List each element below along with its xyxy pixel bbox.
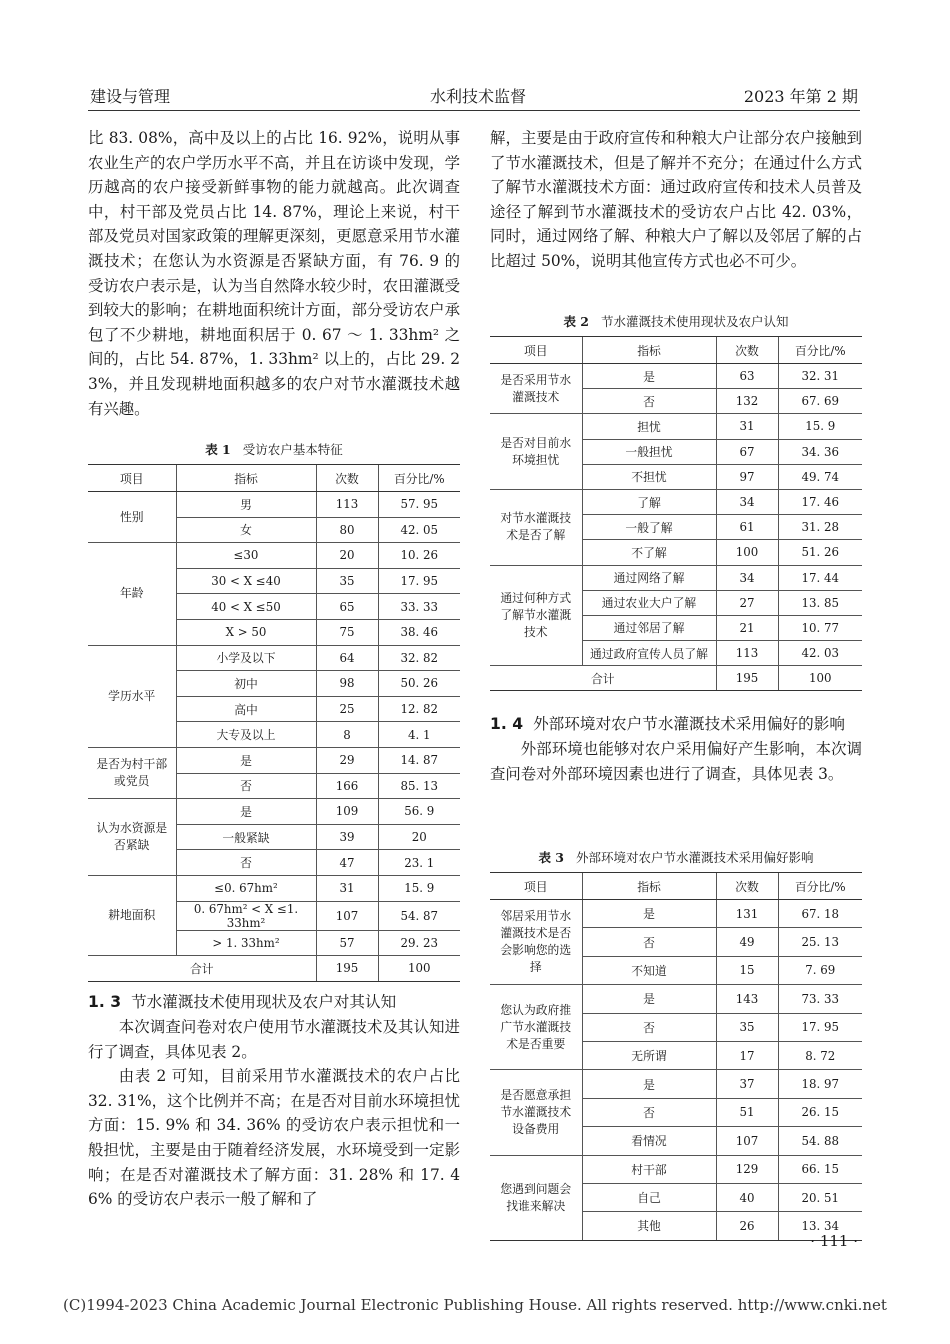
table1-pct-cell: 4. 1 (378, 722, 460, 748)
table3-pct-cell: 20. 51 (778, 1183, 862, 1211)
table2-indicator-cell: 通过农业大户了解 (582, 590, 716, 615)
table3-row (490, 1155, 862, 1183)
running-header-center: 水利技术监督 (430, 87, 527, 106)
table2-indicator-cell: 是 (582, 364, 716, 389)
table2-row (490, 364, 862, 389)
table1-pct-cell: 12. 82 (378, 696, 460, 722)
table2-count-cell: 97 (716, 464, 778, 489)
section-1-4-title: 外部环境对农户节水灌溉技术采用偏好的影响 (533, 715, 845, 733)
table1-pct-cell: 54. 87 (378, 901, 460, 930)
table1-row (88, 747, 460, 773)
left-paragraph-1: 比 83. 08%，高中及以上的占比 16. 92%，说明从事农业生产的农户学历水平不高，并且在访谈中发现，学历越高的农户接受新鲜事物的能力就越高。此次调查中，村干部及党员占比 14. 87%，理论上来说，村干部及党员对国家政策的理解更深刻，更愿意采用节水灌溉技术；在您认为水资源是否紧缺方面，有 76. 9 的受访农户表示是，认为当自然降水较少时，农田灌溉受到较大的影响；在耕地面积统计方面，部分受访农户承包了不少耕地，耕地面积居于 0. 67 ～ 1. 33hm² 之间的，占比 54. 87%，1. 33hm² 以上的，占比 29. 23%，并且发现耕地面积越多的农户对节水灌溉技术越有兴趣。 (88, 129, 460, 418)
table1-count-cell: 25 (316, 696, 378, 722)
table3-count-cell: 15 (716, 956, 778, 984)
table3-count-cell: 129 (716, 1155, 778, 1183)
copyright-footer: (C)1994-2023 China Academic Journal Electronic Publishing House. All rights reserved. http://www.cnki.net (63, 1296, 887, 1314)
table2-header-indicator: 指标 (582, 337, 716, 364)
table1-total-count: 195 (316, 956, 378, 982)
left-paragraph-3: 由表 2 可知，目前采用节水灌溉技术的农户占比 32. 31%，这个比例并不高；在是否对目前水环境担忧方面：15. 9% 和 34. 36% 的受访农户表示担忧和一般担忧，主要是由于随着经济发展，水环境受到一定影响；在是否对灌溉技术了解方面：31. 28% 和 17. 46% 的受访农户表示一般了解和了 (88, 1067, 460, 1209)
table1-header-indicator: 指标 (176, 465, 316, 492)
table2-indicator-cell: 担忧 (582, 414, 716, 439)
table1-count-cell: 75 (316, 619, 378, 645)
table3-pct-cell: 18. 97 (778, 1070, 862, 1098)
table1-pct-cell: 57. 95 (378, 492, 460, 518)
table1-indicator-cell: 高中 (176, 696, 316, 722)
table3-indicator-cell: 是 (582, 900, 716, 928)
table1-count-cell: 31 (316, 875, 378, 901)
section-1-3-title: 节水灌溉技术使用现状及农户对其认知 (131, 993, 397, 1011)
left-column (88, 126, 460, 421)
table1 (88, 464, 460, 982)
table3-indicator-cell: 不知道 (582, 956, 716, 984)
table2-count-cell: 61 (716, 515, 778, 540)
table1-group-label: 耕地面积 (88, 875, 176, 955)
table2-pct-cell: 15. 9 (778, 414, 862, 439)
table3-indicator-cell: 否 (582, 1013, 716, 1041)
table3-indicator-cell: 是 (582, 1070, 716, 1098)
left-column-lower (88, 990, 460, 1212)
table2-count-cell: 21 (716, 615, 778, 640)
table3-count-cell: 131 (716, 900, 778, 928)
table1-row (88, 875, 460, 901)
table3-header-indicator: 指标 (582, 873, 716, 900)
page-number: · 111 · (810, 1232, 858, 1250)
running-header-left: 建设与管理 (90, 87, 171, 106)
table1-row (88, 799, 460, 825)
table1-count-cell: 39 (316, 824, 378, 850)
table2-count-cell: 34 (716, 565, 778, 590)
table3-pct-cell: 66. 15 (778, 1155, 862, 1183)
table2-pct-cell: 31. 28 (778, 515, 862, 540)
right-column-lower (490, 712, 862, 786)
table3-indicator-cell: 其他 (582, 1212, 716, 1240)
table3-indicator-cell: 是 (582, 985, 716, 1013)
table1-label: 表 1 (205, 442, 231, 457)
table3-pct-cell: 54. 88 (778, 1127, 862, 1155)
table2-count-cell: 132 (716, 389, 778, 414)
table1-indicator-cell: 30 < X ≤40 (176, 568, 316, 594)
table2-indicator-cell: 通过网络了解 (582, 565, 716, 590)
table3-indicator-cell: 村干部 (582, 1155, 716, 1183)
table3-count-cell: 49 (716, 928, 778, 956)
table2-pct-cell: 32. 31 (778, 364, 862, 389)
table3-indicator-cell: 无所谓 (582, 1041, 716, 1069)
table2-header-row (490, 337, 862, 364)
table1-count-cell: 107 (316, 901, 378, 930)
table1-pct-cell: 23. 1 (378, 850, 460, 876)
table3-group-label: 邻居采用节水灌溉技术是否会影响您的选择 (490, 900, 582, 985)
table2-group-label: 是否对目前水环境担忧 (490, 414, 582, 490)
table2-count-cell: 63 (716, 364, 778, 389)
table1-pct-cell: 20 (378, 824, 460, 850)
right-column (490, 126, 862, 274)
table3-pct-cell: 17. 95 (778, 1013, 862, 1041)
table1-pct-cell: 38. 46 (378, 619, 460, 645)
table1-indicator-cell: 大专及以上 (176, 722, 316, 748)
table3-count-cell: 26 (716, 1212, 778, 1240)
table3-header-count: 次数 (716, 873, 778, 900)
table2-count-cell: 113 (716, 641, 778, 666)
table3-indicator-cell: 看情况 (582, 1127, 716, 1155)
table1-pct-cell: 33. 33 (378, 594, 460, 620)
table3-count-cell: 107 (716, 1127, 778, 1155)
table1-count-cell: 113 (316, 492, 378, 518)
table1-count-cell: 98 (316, 671, 378, 697)
table3-pct-cell: 8. 72 (778, 1041, 862, 1069)
table3-header-pct: 百分比/% (778, 873, 862, 900)
table3-count-cell: 37 (716, 1070, 778, 1098)
table2-pct-cell: 17. 46 (778, 489, 862, 514)
table3-header-row (490, 873, 862, 900)
running-header-right: 2023 年第 2 期 (743, 87, 858, 106)
table1-count-cell: 20 (316, 543, 378, 569)
table3-pct-cell: 26. 15 (778, 1098, 862, 1126)
table2-group-label: 对节水灌溉技术是否了解 (490, 489, 582, 565)
table2-indicator-cell: 否 (582, 389, 716, 414)
table1-group-label: 性别 (88, 492, 176, 543)
table1-pct-cell: 15. 9 (378, 875, 460, 901)
table1-indicator-cell: 初中 (176, 671, 316, 697)
table2-pct-cell: 67. 69 (778, 389, 862, 414)
table2-indicator-cell: 一般担忧 (582, 439, 716, 464)
table2-count-cell: 31 (716, 414, 778, 439)
table3-indicator-cell: 自己 (582, 1183, 716, 1211)
table2-header-count: 次数 (716, 337, 778, 364)
section-1-4-number: 1. 4 (490, 715, 524, 733)
right-paragraph-2: 外部环境也能够对农户采用偏好产生影响，本次调查问卷对外部环境因素也进行了调查，具体见表 3。 (490, 740, 862, 783)
table2-group-label: 通过何种方式了解节水灌溉技术 (490, 565, 582, 666)
table2-count-cell: 34 (716, 489, 778, 514)
table1-pct-cell: 85. 13 (378, 773, 460, 799)
table3-row (490, 985, 862, 1013)
table3-count-cell: 35 (716, 1013, 778, 1041)
section-1-4-heading (490, 712, 862, 737)
table3-pct-cell: 67. 18 (778, 900, 862, 928)
section-1-3-number: 1. 3 (88, 993, 122, 1011)
table3-group-label: 您遇到问题会找谁来解决 (490, 1155, 582, 1240)
table1-indicator-cell: > 1. 33hm² (176, 930, 316, 956)
table1-pct-cell: 32. 82 (378, 645, 460, 671)
table1-indicator-cell: 否 (176, 773, 316, 799)
table2-title: 节水灌溉技术使用现状及农户认知 (601, 314, 789, 329)
table3-group-label: 您认为政府推广节水灌溉技术是否重要 (490, 985, 582, 1070)
table1-title: 受访农户基本特征 (242, 442, 343, 457)
table1-count-cell: 64 (316, 645, 378, 671)
header-rule (88, 110, 860, 111)
right-paragraph-1: 解，主要是由于政府宣传和种粮大户让部分农户接触到了节水灌溉技术，但是了解并不充分；在通过什么方式了解节水灌溉技术方面：通过政府宣传和技术人员普及途径了解到节水灌溉技术的受访农户占比 42. 03%，同时，通过网络了解、种粮大户了解以及邻居了解的占比超过 50%，说明其他宣传方式也必不可少。 (490, 129, 862, 270)
table1-count-cell: 29 (316, 747, 378, 773)
table1-indicator-cell: 40 < X ≤50 (176, 594, 316, 620)
table3-caption (490, 848, 862, 868)
table1-indicator-cell: 否 (176, 850, 316, 876)
table2-header-pct: 百分比/% (778, 337, 862, 364)
table2-pct-cell: 10. 77 (778, 615, 862, 640)
table2-caption (490, 312, 862, 332)
table1-count-cell: 166 (316, 773, 378, 799)
table2-total-count: 195 (716, 666, 778, 691)
table3-row (490, 1070, 862, 1098)
table1-group-label: 认为水资源是否紧缺 (88, 799, 176, 876)
table3 (490, 872, 862, 1241)
table2-row (490, 565, 862, 590)
table2-count-cell: 100 (716, 540, 778, 565)
table3-indicator-cell: 否 (582, 1098, 716, 1126)
table2-indicator-cell: 不了解 (582, 540, 716, 565)
table1-total-pct: 100 (378, 956, 460, 982)
table1-header-count: 次数 (316, 465, 378, 492)
table2 (490, 336, 862, 691)
table3-count-cell: 51 (716, 1098, 778, 1126)
left-paragraph-2: 本次调查问卷对农户使用节水灌溉技术及其认知进行了调查，具体见表 2。 (88, 1018, 460, 1061)
table1-pct-cell: 10. 26 (378, 543, 460, 569)
table1-row (88, 543, 460, 569)
table2-indicator-cell: 不担忧 (582, 464, 716, 489)
table1-indicator-cell: 小学及以下 (176, 645, 316, 671)
table2-group-label: 是否采用节水灌溉技术 (490, 364, 582, 414)
table3-count-cell: 40 (716, 1183, 778, 1211)
section-1-3-heading (88, 990, 460, 1015)
table1-indicator-cell: ≤30 (176, 543, 316, 569)
table2-indicator-cell: 通过邻居了解 (582, 615, 716, 640)
table1-indicator-cell: 是 (176, 747, 316, 773)
table2-count-cell: 67 (716, 439, 778, 464)
table3-group-label: 是否愿意承担节水灌溉技术设备费用 (490, 1070, 582, 1155)
table1-pct-cell: 14. 87 (378, 747, 460, 773)
table1-indicator-cell: 0. 67hm² < X ≤1. 33hm² (176, 901, 316, 930)
table3-pct-cell: 73. 33 (778, 985, 862, 1013)
table1-group-label: 年龄 (88, 543, 176, 645)
table3-indicator-cell: 否 (582, 928, 716, 956)
table1-indicator-cell: 女 (176, 517, 316, 543)
table3-title: 外部环境对农户节水灌溉技术采用偏好影响 (576, 850, 814, 865)
table3-pct-cell: 25. 13 (778, 928, 862, 956)
table3-row (490, 900, 862, 928)
table1-count-cell: 35 (316, 568, 378, 594)
table2-indicator-cell: 通过政府宣传人员了解 (582, 641, 716, 666)
table1-total-row (88, 956, 460, 982)
table1-pct-cell: 17. 95 (378, 568, 460, 594)
table2-label: 表 2 (563, 314, 590, 329)
table1-count-cell: 80 (316, 517, 378, 543)
table1-row (88, 492, 460, 518)
table2-row (490, 489, 862, 514)
table2-indicator-cell: 了解 (582, 489, 716, 514)
table1-indicator-cell: ≤0. 67hm² (176, 875, 316, 901)
table1-group-label: 是否为村干部或党员 (88, 747, 176, 798)
table3-header-item: 项目 (490, 873, 582, 900)
table1-indicator-cell: X > 50 (176, 619, 316, 645)
table2-total-row (490, 666, 862, 691)
table2-pct-cell: 51. 26 (778, 540, 862, 565)
table1-count-cell: 8 (316, 722, 378, 748)
table2-total-label: 合计 (490, 666, 716, 691)
table1-caption (88, 440, 460, 460)
table1-count-cell: 109 (316, 799, 378, 825)
table3-pct-cell: 7. 69 (778, 956, 862, 984)
table2-total-pct: 100 (778, 666, 862, 691)
table1-count-cell: 57 (316, 930, 378, 956)
table1-header-row (88, 465, 460, 492)
table2-row (490, 414, 862, 439)
table1-total-label: 合计 (88, 956, 316, 982)
table2-pct-cell: 17. 44 (778, 565, 862, 590)
table3-pct-cell: 13. 34 (778, 1212, 862, 1240)
table1-indicator-cell: 一般紧缺 (176, 824, 316, 850)
table1-count-cell: 65 (316, 594, 378, 620)
table1-indicator-cell: 男 (176, 492, 316, 518)
table2-pct-cell: 34. 36 (778, 439, 862, 464)
table1-header-item: 项目 (88, 465, 176, 492)
table2-pct-cell: 49. 74 (778, 464, 862, 489)
table2-pct-cell: 13. 85 (778, 590, 862, 615)
table1-pct-cell: 29. 23 (378, 930, 460, 956)
table1-row (88, 645, 460, 671)
table2-pct-cell: 42. 03 (778, 641, 862, 666)
table1-pct-cell: 56. 9 (378, 799, 460, 825)
table3-label: 表 3 (538, 850, 565, 865)
table2-indicator-cell: 一般了解 (582, 515, 716, 540)
table1-indicator-cell: 是 (176, 799, 316, 825)
table1-group-label: 学历水平 (88, 645, 176, 747)
table1-header-pct: 百分比/% (378, 465, 460, 492)
table1-pct-cell: 42. 05 (378, 517, 460, 543)
table1-pct-cell: 50. 26 (378, 671, 460, 697)
table3-count-cell: 17 (716, 1041, 778, 1069)
table2-count-cell: 27 (716, 590, 778, 615)
table2-header-item: 项目 (490, 337, 582, 364)
table1-count-cell: 47 (316, 850, 378, 876)
table3-count-cell: 143 (716, 985, 778, 1013)
